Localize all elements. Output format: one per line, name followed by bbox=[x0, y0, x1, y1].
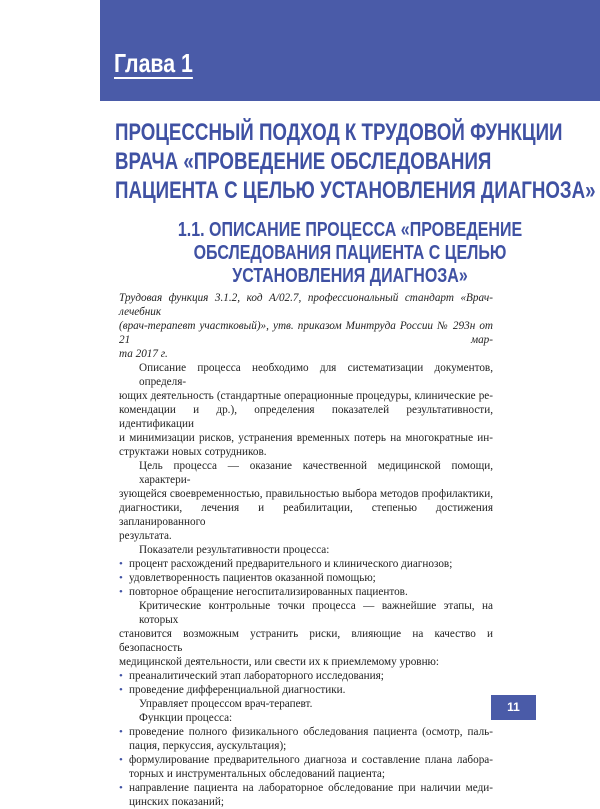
page-number: 11 bbox=[491, 695, 536, 720]
paragraph-goal bbox=[119, 459, 493, 543]
indicators-title: Показатели результативности процесса: bbox=[139, 544, 330, 556]
indicators-list bbox=[119, 557, 493, 599]
list-item-text: пация, перкуссия, аускультация); bbox=[129, 740, 287, 752]
body-text bbox=[119, 291, 493, 809]
paragraph-line: становится возможным устранить риски, влияющие на качество и безопасность bbox=[119, 628, 493, 654]
paragraph-line: структажи новых сотрудников. bbox=[119, 446, 267, 458]
list-item-text: цинских показаний; bbox=[129, 796, 225, 808]
list-item-text: • направление пациента на лабораторное обследование при наличии меди- bbox=[129, 782, 493, 794]
list-item bbox=[119, 781, 493, 809]
list-item bbox=[119, 557, 493, 571]
list-item bbox=[119, 753, 493, 781]
main-heading bbox=[115, 118, 596, 205]
main-heading-line: ПАЦИЕНТА С ЦЕЛЬЮ УСТАНОВЛЕНИЯ ДИАГНОЗА» bbox=[115, 177, 596, 204]
list-item bbox=[119, 725, 493, 753]
list-item-text: торных и инструментальных обследований пациента; bbox=[129, 768, 385, 780]
source-note-line: та 2017 г. bbox=[119, 348, 168, 360]
section-heading-line: ОБСЛЕДОВАНИЯ ПАЦИЕНТА С ЦЕЛЬЮ bbox=[193, 242, 507, 264]
list-item-text: повторное обращение негоспитализированных пациентов. bbox=[129, 586, 408, 598]
paragraph-line: зующейся своевременностью, правильностью выбора методов профилактики, bbox=[119, 488, 493, 500]
manager-line: Управляет процессом врач-терапевт. bbox=[139, 698, 313, 710]
paragraph-line: и минимизации рисков, устранения временных потерь на многократные ин- bbox=[119, 432, 493, 444]
main-heading-line: ПРОЦЕССНЫЙ ПОДХОД К ТРУДОВОЙ ФУНКЦИИ bbox=[115, 119, 563, 146]
critical-points-list bbox=[119, 669, 493, 697]
paragraph-line: результата. bbox=[119, 530, 172, 542]
section-heading bbox=[150, 219, 550, 288]
paragraph-line: комендации и др.), определения показателей результативности, идентификации bbox=[119, 404, 493, 430]
section-heading-line: 1.1. ОПИСАНИЕ ПРОЦЕССА «ПРОВЕДЕНИЕ bbox=[177, 219, 523, 241]
list-item bbox=[119, 585, 493, 599]
functions-list bbox=[119, 725, 493, 809]
list-item-text: проведение дифференциальной диагностики. bbox=[129, 684, 346, 696]
chapter-title: Глава 1 bbox=[114, 48, 193, 78]
list-item bbox=[119, 683, 493, 697]
paragraph-description bbox=[119, 361, 493, 459]
list-item-text: • проведение полного физикального обследования пациента (осмотр, паль- bbox=[129, 726, 493, 738]
source-note bbox=[119, 291, 493, 361]
paragraph-critical bbox=[119, 599, 493, 669]
list-item bbox=[119, 669, 493, 683]
list-item-text: процент расхождений предварительного и клинического диагнозов; bbox=[129, 558, 453, 570]
source-note-line: Трудовая функция 3.1.2, код A/02.7, профессиональный стандарт «Врач-лечебник bbox=[119, 292, 493, 318]
list-item-text: • формулирование предварительного диагноза и составление плана лабора- bbox=[129, 754, 493, 766]
list-item bbox=[119, 571, 493, 585]
main-heading-line: ВРАЧА «ПРОВЕДЕНИЕ ОБСЛЕДОВАНИЯ bbox=[115, 148, 492, 175]
list-item-text: преаналитический этап лабораторного исследования; bbox=[129, 670, 384, 682]
paragraph-line: Критические контрольные точки процесса — важнейшие этапы, на которых bbox=[139, 600, 493, 626]
section-heading-line: УСТАНОВЛЕНИЯ ДИАГНОЗА» bbox=[232, 265, 468, 287]
paragraph-line: Описание процесса необходимо для систематизации документов, определя- bbox=[139, 362, 493, 388]
paragraph-line: ющих деятельность (стандартные операционные процедуры, клинические ре- bbox=[119, 390, 493, 402]
list-item-text: удовлетворенность пациентов оказанной помощью; bbox=[129, 572, 376, 584]
functions-title: Функции процесса: bbox=[139, 712, 233, 724]
source-note-line: (врач-терапевт участковый)», утв. приказом Минтруда России № 293н от 21 мар- bbox=[119, 320, 493, 346]
paragraph-line: диагностики, лечения и реабилитации, степенью достижения запланированного bbox=[119, 502, 493, 528]
paragraph-line: медицинской деятельности, или свести их к приемлемому уровню: bbox=[119, 656, 440, 668]
paragraph-line: Цель процесса — оказание качественной медицинской помощи, характери- bbox=[139, 460, 493, 486]
